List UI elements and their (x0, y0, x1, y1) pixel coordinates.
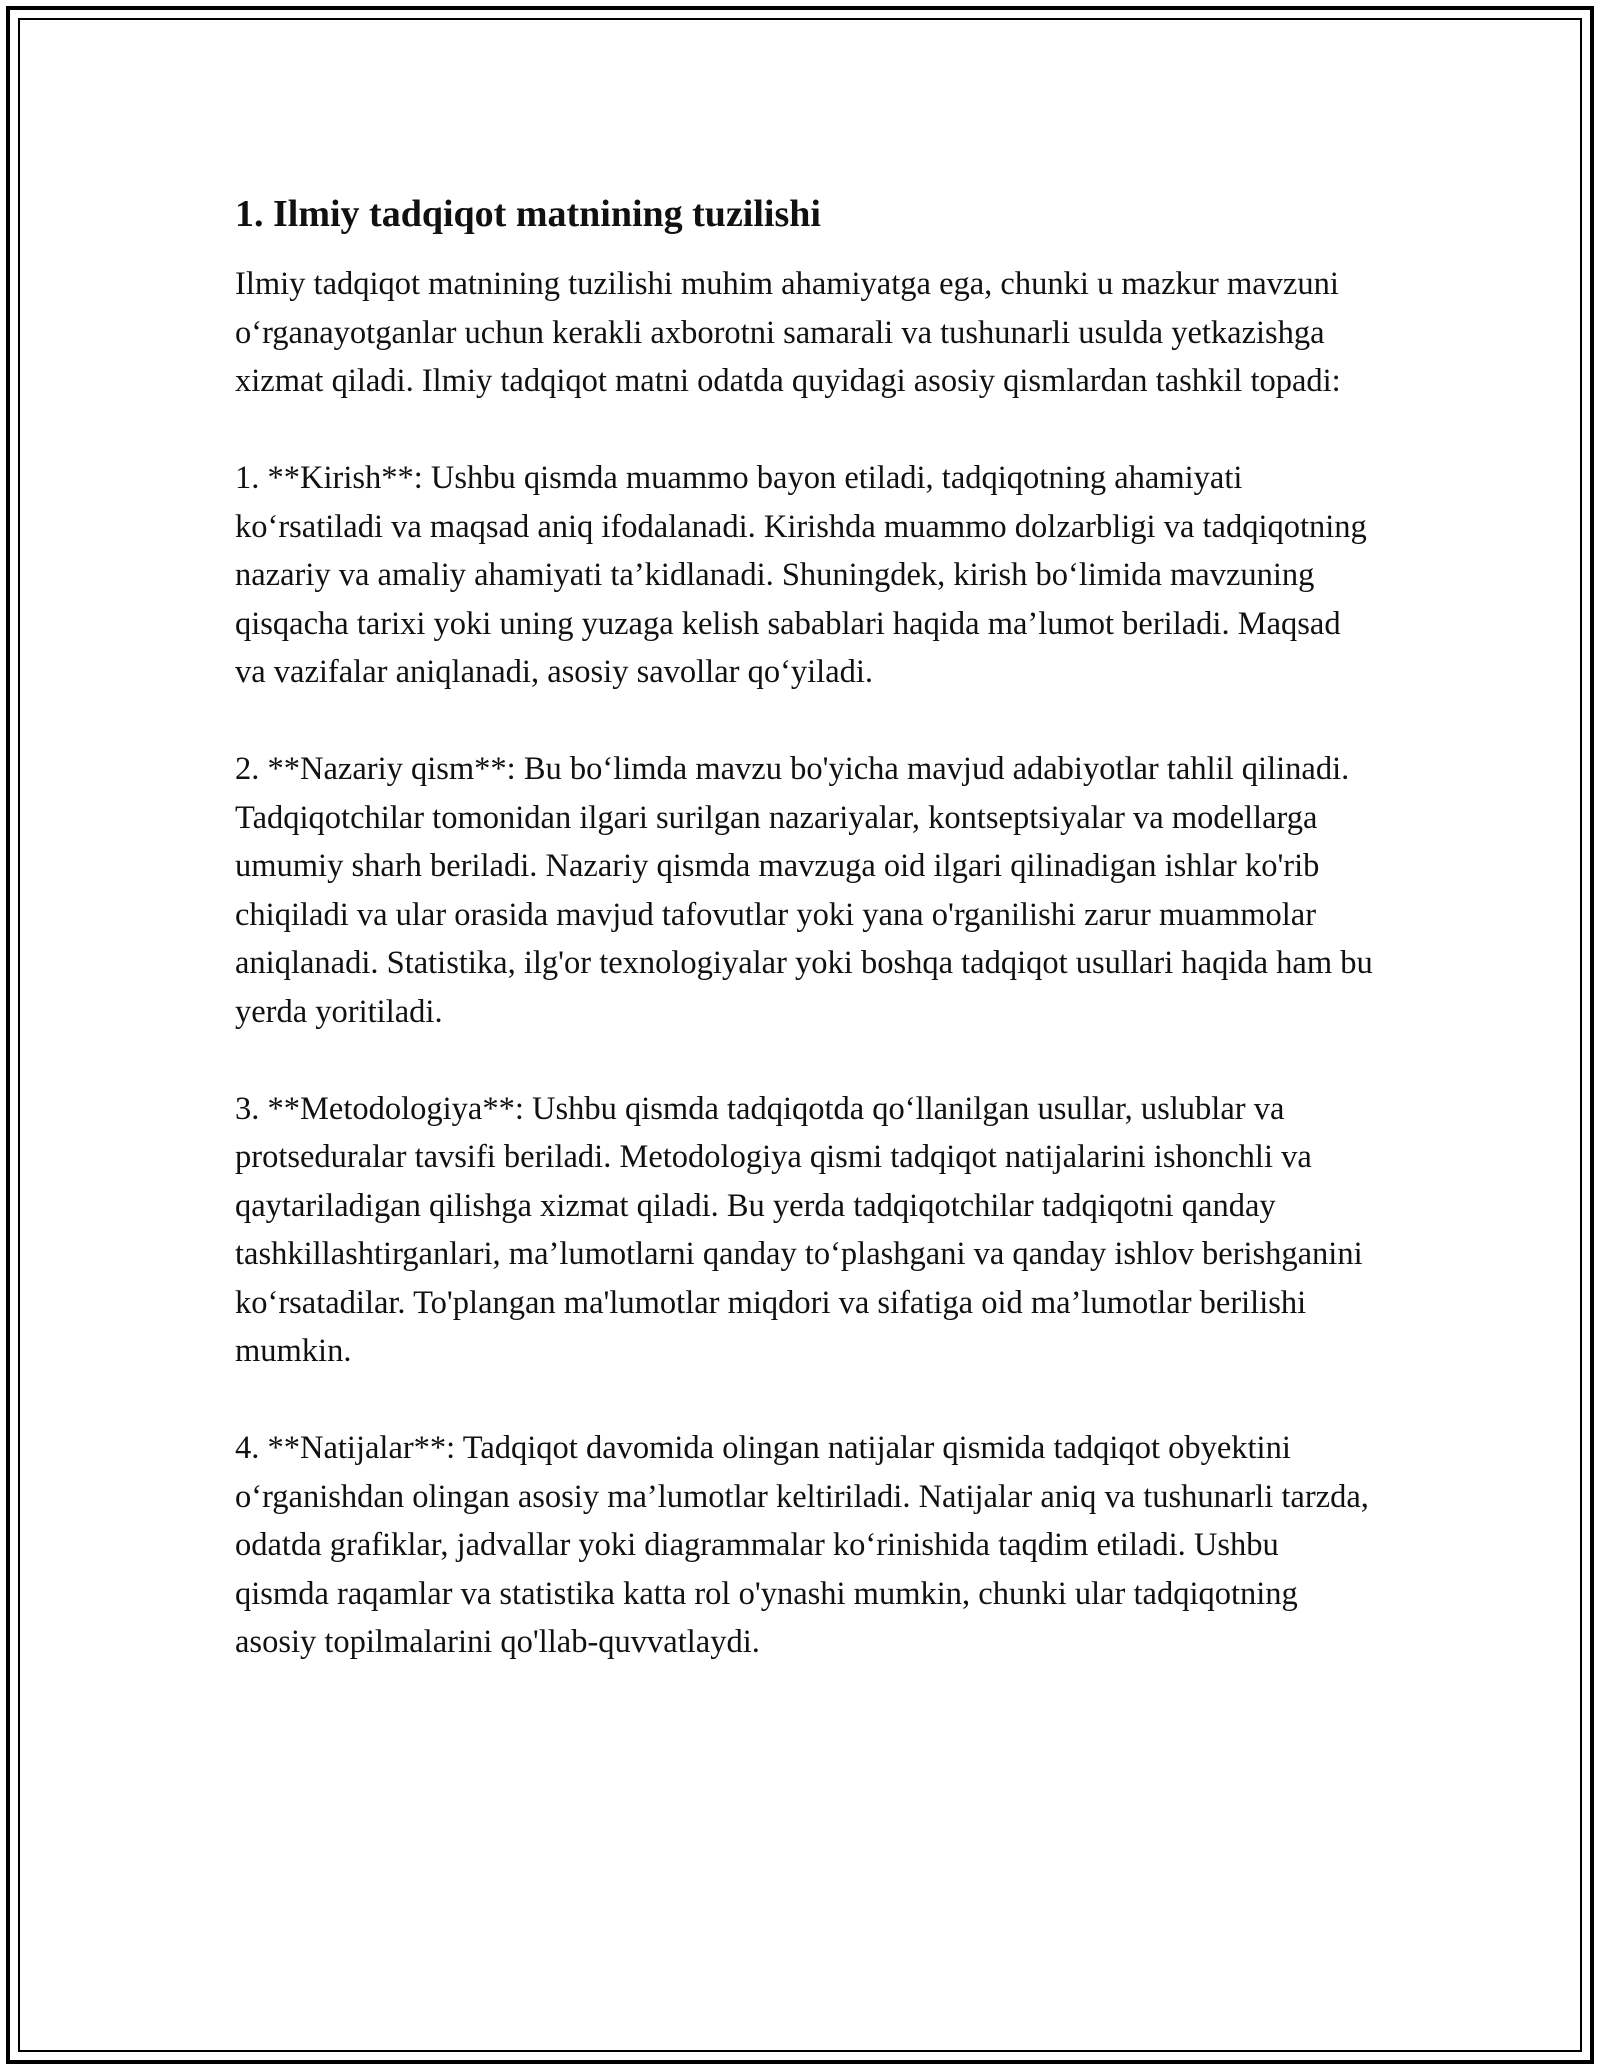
intro-paragraph: Ilmiy tadqiqot matnining tuzilishi muhim ahamiyatga ega, chunki u mazkur mavzuni o‘rganayotganlar uchun kerakli axborotni samarali va tushunarli usulda yetkazishga xizmat qiladi. Ilmiy tadqiqot matni odatda quyidagi asosiy qismlardan tashkil topadi: (235, 266, 1341, 399)
paragraph-nazariy-qism: 2. **Nazariy qism**: Bu bo‘limda mavzu bo'yicha mavjud adabiyotlar tahlil qilinadi. Tadqiqotchilar tomonidan ilgari surilgan nazariyalar, kontseptsiyalar va modellarga umumiy sharh beriladi. Nazariy qismda mavzuga oid ilgari qilinadigan ishlar ko'rib chiqiladi va ular orasida mavjud tafovutlar yoki yana o'rganilishi zarur muammolar aniqlanadi. Statistika, ilg'or texnologiyalar yoki boshqa tadqiqot usullari haqida ham bu yerda yoritiladi. (235, 751, 1373, 1030)
paragraph-metodologiya: 3. **Metodologiya**: Ushbu qismda tadqiqotda qo‘llanilgan usullar, uslublar va protseduralar tavsifi beriladi. Metodologiya qismi tadqiqot natijalarini ishonchli va qaytariladigan qilishga xizmat qiladi. Bu yerda tadqiqotchilar tadqiqotni qanday tashkillashtirganlari, ma’lumotlarni qanday to‘plashgani va qanday ishlov berishganini ko‘rsatadilar. To'plangan ma'lumotlar miqdori va sifatiga oid ma’lumotlar berilishi mumkin. (235, 1090, 1363, 1369)
paragraph-natijalar: 4. **Natijalar**: Tadqiqot davomida olingan natijalar qismida tadqiqot obyektini o‘rganishdan olingan asosiy ma’lumotlar keltiriladi. Natijalar aniq va tushunarli tarzda, odatda grafiklar, jadvallar yoki diagrammalar ko‘rinishida taqdim etiladi. Ushbu qismda raqamlar va statistika katta rol o'ynashi mumkin, chunki ular tadqiqotning asosiy topilmalarini qo'llab-quvvatlaydi. (235, 1430, 1369, 1660)
paragraph-kirish: 1. **Kirish**: Ushbu qismda muammo bayon etiladi, tadqiqotning ahamiyati ko‘rsatiladi va maqsad aniq ifodalanadi. Kirishda muammo dolzarbligi va tadqiqotning nazariy va amaliy ahamiyati ta’kidlanadi. Shuningdek, kirish bo‘limida mavzuning qisqacha tarixi yoki uning yuzaga kelish sabablari haqida ma’lumot beriladi. Maqsad va vazifalar aniqlanadi, asosiy savollar qo‘yiladi. (235, 460, 1367, 690)
document-body (235, 186, 1375, 1667)
document-title: 1. Ilmiy tadqiqot matnining tuzilishi (235, 193, 821, 235)
